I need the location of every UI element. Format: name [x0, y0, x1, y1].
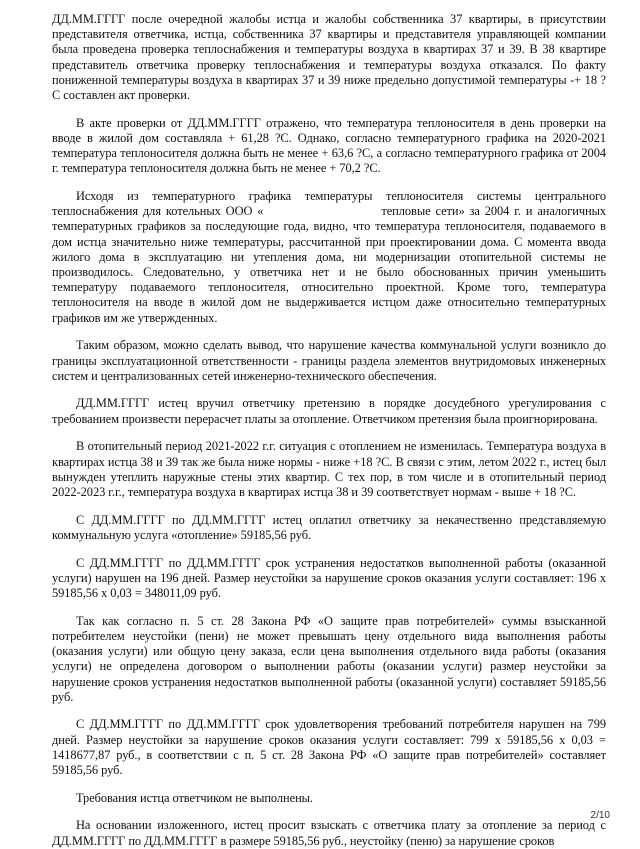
paragraph-not-fulfilled: Требования истца ответчиком не выполнены. — [76, 790, 313, 805]
paragraph-inspection-act: В акте проверки от ДД.ММ.ГГГГ отражено, что температура теплоносителя в день проверки на вводе в жилой дом составляла + 61,28 ?С. Однако, согласно температурного графика на 2020-2021 температура теплоносителя должна быть не менее + 63,6 ?С, а согласно температурного графика от 2004 г. температура теплоносителя должна быть не менее + 70,2 ?С. — [52, 115, 606, 176]
paragraph-law-reference: Так как согласно п. 5 ст. 28 Закона РФ «О защите прав потребителей» суммы взысканной потребителем неустойки (пени) не может превышать цену отдельного вида выполнения работы (оказания услуги) или общую цену заказа, если цена выполнения отдельного вида работы (оказания услуги) не определена договором о выполнении работы (оказании услуги) размер неустойки за нарушение сроков устранения недостатков выполненной работы (оказанной услуги) составляет 59185,56 руб. — [52, 613, 606, 704]
paragraph-temperature-schedule: Исходя из температурного графика температуры теплоносителя системы центрального теплоснабжения для котельных ООО « тепловые сети» за 2004 г. и аналогичных температурных графиков за последующие года, видно, что температура теплоносителя, подаваемого в дом истца значительно ниже температуры, рассчитанной при проектировании дома. С момента ввода жилого дома в эксплуатацию ни утепления дома, ни модернизации отопительной системы не производилось. Следовательно, у ответчика нет и не было обоснованных причин уменьшить температуру подаваемого теплоносителя, относительно проектной. Кроме того, температура теплоносителя на вводе в жилой дом не выдерживается истцом даже относительно температурных графиков им же утвержденных. — [52, 189, 610, 325]
paragraph-claim: ДД.ММ.ГГГГ истец вручил ответчику претензию в порядке досудебного урегулирования с требованием произвести перерасчет платы за отопление. Ответчиком претензия была проигнорирована. — [52, 396, 606, 426]
paragraph-inspection: ДД.ММ.ГГГГ после очередной жалобы истца и жалобы собственника 37 квартиры, в присутствии представителя ответчика, истца, собственника 37 квартиры и представителя управляющей компании была проведена проверка теплоснабжения и температуры воздуха в квартирах 37 и 39. В 38 квартире представитель ответчика проверку теплоснабжения и температуры воздуха отказался. По факту пониженной температуры воздуха в квартирах 37 и 39 ниже предельно допустимой температуры -+ 18 ?С составлен акт проверки. — [52, 12, 606, 103]
paragraph-penalty-799: С ДД.ММ.ГГГГ по ДД.ММ.ГГГГ срок удовлетворения требований потребителя нарушен на 799 дней. Размер неустойки за нарушение сроков оказания услуги составляет: 799 х 59185,56 х 0,03 = 1418677,87 руб., в соответствии с п. 5 ст. 28 Закона РФ «О защите прав потребителей» составляет 59185,56 руб. — [52, 717, 606, 778]
paragraph-request: На основании изложенного, истец просит взыскать с ответчика плату за отопление за период с ДД.ММ.ГГГГ по ДД.ММ.ГГГГ в размере 59185,56 руб., неустойку (пеню) за нарушение сроков — [52, 818, 606, 848]
paragraph-heating-season: В отопительный период 2021-2022 г.г. ситуация с отоплением не изменилась. Температура воздуха в квартирах истца 38 и 39 так же была ниже нормы - ниже +18 ?С. В связи с этим, летом 2022 г., истец был вынужден утеплить наружные стены этих квартир. С тех пор, в том числе и в отопительный период 2022-2023 г.г., температура воздуха в квартирах истца 38 и 39 соответствует нормам - выше + 18 ?С. — [52, 439, 606, 499]
paragraph-penalty-196: С ДД.ММ.ГГГГ по ДД.ММ.ГГГГ срок устранения недостатков выполненной работы (оказанной услуги) нарушен на 196 дней. Размер неустойки за нарушение сроков оказания услуги составляет: 196 х 59185,56 х 0,03 = 348011,09 руб. — [52, 555, 606, 600]
paragraph-conclusion: Таким образом, можно сделать вывод, что нарушение качества коммунальной услуги возникло до границы эксплуатационной ответственности - границы раздела элементов внутридомовых инженерных систем и централизованных сетей инженерно-технического обеспечения. — [52, 338, 606, 383]
page-number: 2/10 — [590, 810, 610, 821]
paragraph-payment: С ДД.ММ.ГГГГ по ДД.ММ.ГГГГ истец оплатил ответчику за некачественно представляемую коммунальную услуга «отопление» 59185,56 руб. — [52, 512, 606, 542]
